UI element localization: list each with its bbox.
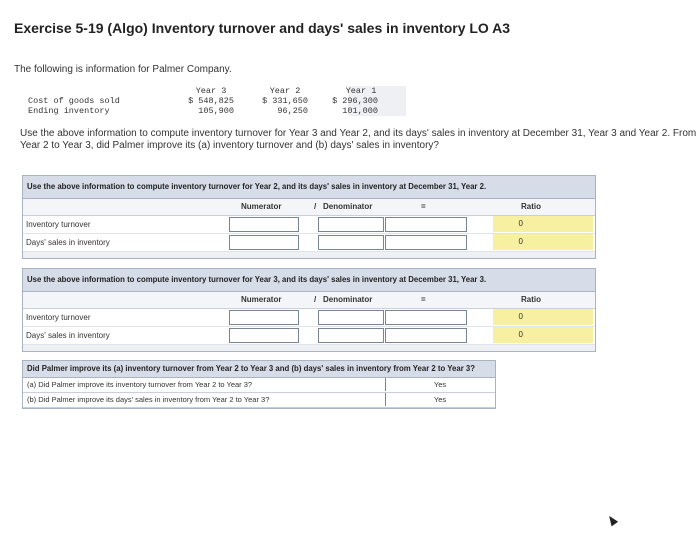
result-input[interactable] bbox=[385, 328, 467, 343]
ratio-header: Ratio bbox=[521, 202, 541, 211]
ratio-cell bbox=[493, 309, 593, 325]
answer-b-select[interactable]: Yes bbox=[385, 393, 494, 406]
mouse-pointer-icon bbox=[606, 514, 618, 527]
cogs-year-2: $ 331,650 bbox=[262, 96, 308, 106]
cogs-year-3: $ 548,825 bbox=[188, 96, 234, 106]
denominator-input[interactable] bbox=[318, 328, 384, 343]
year3-computation-table bbox=[22, 268, 596, 352]
inventory-year-3: 105,900 bbox=[198, 106, 234, 116]
answer-a-select[interactable]: Yes bbox=[385, 378, 494, 391]
denominator-input[interactable] bbox=[318, 235, 384, 250]
inventory-year-2: 96,250 bbox=[277, 106, 308, 116]
table-row bbox=[23, 216, 595, 234]
cogs-label: Cost of goods sold bbox=[28, 96, 120, 106]
result-input[interactable] bbox=[385, 217, 467, 232]
slash-symbol: / bbox=[314, 202, 317, 211]
header-year-2: Year 2 bbox=[269, 86, 301, 96]
ratio-cell bbox=[493, 234, 593, 250]
row-label: Inventory turnover bbox=[26, 220, 91, 229]
improvement-table bbox=[22, 360, 496, 409]
table-footer bbox=[23, 345, 595, 351]
ratio-value: 0 bbox=[518, 312, 523, 321]
inventory-year-1: 101,000 bbox=[342, 106, 378, 116]
header-year-3: Year 3 bbox=[195, 86, 227, 96]
instructions-text: Use the above information to compute inventory turnover for Year 3 and Year 2, and its days' sales in inventory at December 31, Year 3 and Year 2. From Year 2 to Year 3, did Palmer improve its (a) inventory turnover and (b) days' sales in inventory? bbox=[20, 128, 697, 151]
numerator-header: Numerator bbox=[241, 202, 282, 211]
table-row bbox=[23, 327, 595, 345]
equals-symbol: = bbox=[421, 295, 426, 304]
denominator-header: Denominator bbox=[323, 202, 373, 211]
numerator-header: Numerator bbox=[241, 295, 282, 304]
row-label: Days' sales in inventory bbox=[26, 331, 110, 340]
question-a: (a) Did Palmer improve its inventory turnover from Year 2 to Year 3? bbox=[27, 380, 253, 389]
table1-heading: Use the above information to compute inventory turnover for Year 2, and its days' sales in inventory at December 31, Year 2. bbox=[23, 176, 595, 199]
intro-text: The following is information for Palmer Company. bbox=[14, 64, 232, 75]
denominator-input[interactable] bbox=[318, 310, 384, 325]
inventory-label: Ending inventory bbox=[28, 106, 110, 116]
question-row bbox=[23, 378, 495, 393]
equals-symbol: = bbox=[421, 202, 426, 211]
denominator-header: Denominator bbox=[323, 295, 373, 304]
ratio-cell bbox=[493, 216, 593, 232]
table-row bbox=[23, 234, 595, 252]
table2-column-headers bbox=[23, 292, 595, 309]
ratio-value: 0 bbox=[518, 330, 523, 339]
numerator-input[interactable] bbox=[229, 235, 299, 250]
result-input[interactable] bbox=[385, 235, 467, 250]
question-b: (b) Did Palmer improve its days' sales in inventory from Year 2 to Year 3? bbox=[27, 395, 270, 404]
year2-computation-table bbox=[22, 175, 596, 259]
numerator-input[interactable] bbox=[229, 217, 299, 232]
ratio-value: 0 bbox=[518, 219, 523, 228]
row-label: Inventory turnover bbox=[26, 313, 91, 322]
table-row bbox=[23, 309, 595, 327]
numerator-input[interactable] bbox=[229, 328, 299, 343]
cogs-year-1: $ 296,300 bbox=[332, 96, 378, 106]
page-title: Exercise 5-19 (Algo) Inventory turnover and days' sales in inventory LO A3 bbox=[14, 20, 511, 36]
table3-heading: Did Palmer improve its (a) inventory turnover from Year 2 to Year 3 and (b) days' sales in inventory from Year 2 to Year 3? bbox=[23, 361, 495, 378]
table2-heading: Use the above information to compute inventory turnover for Year 3, and its days' sales in inventory at December 31, Year 3. bbox=[23, 269, 595, 292]
slash-symbol: / bbox=[314, 295, 317, 304]
question-row bbox=[23, 393, 495, 408]
row-label: Days' sales in inventory bbox=[26, 238, 110, 247]
header-year-1: Year 1 bbox=[345, 86, 377, 96]
numerator-input[interactable] bbox=[229, 310, 299, 325]
table-footer bbox=[23, 252, 595, 258]
ratio-cell bbox=[493, 327, 593, 343]
result-input[interactable] bbox=[385, 310, 467, 325]
ratio-header: Ratio bbox=[521, 295, 541, 304]
table1-column-headers bbox=[23, 199, 595, 216]
denominator-input[interactable] bbox=[318, 217, 384, 232]
ratio-value: 0 bbox=[518, 237, 523, 246]
